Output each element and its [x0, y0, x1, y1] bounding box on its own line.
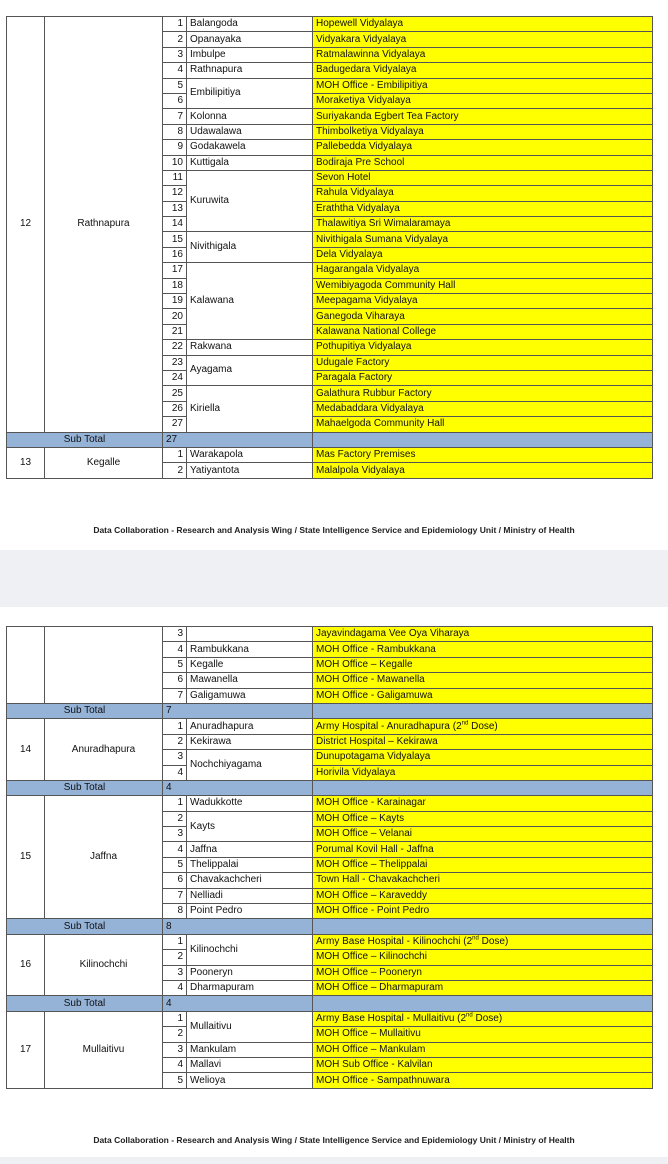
serial-number: 2 — [163, 950, 187, 965]
vaccination-venue — [313, 263, 653, 278]
vaccination-venue — [313, 140, 653, 155]
serial-number: 1 — [163, 1011, 187, 1026]
venue-text: Paragala Factory — [316, 372, 393, 384]
district-number: 16 — [7, 934, 45, 996]
venue-superscript: nd — [472, 935, 479, 942]
serial-number: 5 — [163, 78, 187, 93]
moh-area: Kekirawa — [187, 734, 313, 749]
vaccination-venue — [313, 63, 653, 78]
venue-text: Thalawitiya Sri Wimalaramaya — [316, 218, 451, 230]
venue-text: Ratmalawinna Vidyalaya — [316, 48, 426, 60]
table-row — [7, 627, 653, 642]
subtotal-row — [7, 703, 653, 718]
venue-text: Army Hospital - Anuradhapura (2 — [316, 720, 462, 732]
venue-text-suffix: Dose) — [472, 1012, 503, 1024]
subtotal-filler — [313, 703, 653, 718]
subtotal-label: Sub Total — [7, 780, 163, 795]
serial-number: 6 — [163, 873, 187, 888]
vaccination-venue — [313, 842, 653, 857]
venue-text: Army Base Hospital - Mullaitivu (2 — [316, 1012, 467, 1024]
venue-text: MOH Office - Sampathnuwara — [316, 1074, 450, 1086]
subtotal-row — [7, 780, 653, 795]
serial-number: 4 — [163, 642, 187, 657]
vaccination-venue — [313, 401, 653, 416]
subtotal-filler — [313, 432, 653, 447]
venue-text: Hopewell Vidyalaya — [316, 18, 404, 30]
venue-text: Mahaelgoda Community Hall — [316, 418, 445, 430]
venue-text: Badugedara Vidyalaya — [316, 64, 417, 76]
serial-number: 11 — [163, 170, 187, 185]
vaccination-venue — [313, 217, 653, 232]
vaccination-venue — [313, 278, 653, 293]
serial-number: 3 — [163, 827, 187, 842]
vaccination-venue — [313, 888, 653, 903]
vaccination-venue — [313, 642, 653, 657]
vaccination-venue — [313, 719, 653, 734]
table-row — [7, 934, 653, 949]
serial-number: 15 — [163, 232, 187, 247]
venue-text: Hagarangala Vidyalaya — [316, 264, 420, 276]
moh-area: Rambukkana — [187, 642, 313, 657]
serial-number: 10 — [163, 155, 187, 170]
moh-area: Anuradhapura — [187, 719, 313, 734]
moh-area: Kegalle — [187, 657, 313, 672]
serial-number: 3 — [163, 627, 187, 642]
table-row — [7, 719, 653, 734]
serial-number: 8 — [163, 124, 187, 139]
serial-number: 2 — [163, 1027, 187, 1042]
vaccination-venue — [313, 386, 653, 401]
venue-text: Ganegoda Viharaya — [316, 310, 405, 322]
venue-text: MOH Office – Thelippalai — [316, 859, 428, 871]
district-name: Mullaitivu — [45, 1011, 163, 1088]
vaccination-venue — [313, 1027, 653, 1042]
moh-area: Warakapola — [187, 447, 313, 462]
vaccination-venue — [313, 17, 653, 32]
vaccination-venue — [313, 811, 653, 826]
serial-number: 5 — [163, 1073, 187, 1088]
moh-area: Point Pedro — [187, 904, 313, 919]
serial-number: 7 — [163, 688, 187, 703]
vaccination-venue — [313, 109, 653, 124]
page-footer: Data Collaboration - Research and Analysis Wing / State Intelligence Service and Epidemiology Unit / Ministry of Health — [93, 1135, 575, 1145]
moh-area — [187, 627, 313, 642]
moh-area: Kuttigala — [187, 155, 313, 170]
vaccination-venue — [313, 965, 653, 980]
venue-text: MOH Office - Mawanella — [316, 674, 425, 686]
venue-text: Pallebedda Vidyalaya — [316, 141, 413, 153]
table-row — [7, 796, 653, 811]
vaccination-venue — [313, 447, 653, 462]
venue-text: Medabaddara Vidyalaya — [316, 402, 424, 414]
venue-text: MOH Office – Kegalle — [316, 658, 413, 670]
moh-area: Jaffna — [187, 842, 313, 857]
district-number: 13 — [7, 447, 45, 478]
vaccination-venue — [313, 750, 653, 765]
moh-area: Opanayaka — [187, 32, 313, 47]
serial-number: 3 — [163, 47, 187, 62]
subtotal-label: Sub Total — [7, 432, 163, 447]
vaccination-venue — [313, 673, 653, 688]
serial-number: 26 — [163, 401, 187, 416]
district-number: 12 — [7, 17, 45, 433]
subtotal-filler — [313, 996, 653, 1011]
serial-number: 2 — [163, 811, 187, 826]
moh-area: Balangoda — [187, 17, 313, 32]
subtotal-value: 8 — [163, 919, 313, 934]
serial-number: 1 — [163, 934, 187, 949]
moh-area: Nivithigala — [187, 232, 313, 263]
vaccination-venue — [313, 688, 653, 703]
serial-number: 13 — [163, 201, 187, 216]
serial-number: 4 — [163, 842, 187, 857]
moh-area: Yatiyantota — [187, 463, 313, 478]
venue-text: MOH Office – Velanai — [316, 828, 412, 840]
serial-number: 6 — [163, 673, 187, 688]
serial-number: 3 — [163, 965, 187, 980]
vaccination-venue — [313, 827, 653, 842]
moh-area: Kuruwita — [187, 170, 313, 232]
venue-text-suffix: Dose) — [468, 720, 498, 732]
venue-text: Army Base Hospital - Kilinochchi (2 — [316, 936, 473, 947]
venue-text-suffix: Dose) — [478, 936, 509, 947]
subtotal-value: 27 — [163, 432, 313, 447]
venue-text: Bodiraja Pre School — [316, 156, 405, 168]
vaccination-centre-table-1 — [6, 16, 653, 479]
moh-area: Kilinochchi — [187, 934, 313, 965]
subtotal-row — [7, 996, 653, 1011]
vaccination-venue — [313, 980, 653, 995]
subtotal-row — [7, 919, 653, 934]
vaccination-venue — [313, 1073, 653, 1088]
venue-text: Dela Vidyalaya — [316, 249, 383, 261]
vaccination-venue — [313, 873, 653, 888]
serial-number: 21 — [163, 324, 187, 339]
venue-text: MOH Office – Dharmapuram — [316, 982, 444, 994]
subtotal-filler — [313, 780, 653, 795]
vaccination-venue — [313, 340, 653, 355]
moh-area: Dharmapuram — [187, 980, 313, 995]
serial-number: 25 — [163, 386, 187, 401]
venue-text: Wemibiyagoda Community Hall — [316, 279, 456, 291]
serial-number: 17 — [163, 263, 187, 278]
venue-text: Sevon Hotel — [316, 172, 371, 184]
vaccination-centre-table-2 — [6, 626, 653, 1089]
vaccination-venue — [313, 170, 653, 185]
subtotal-row — [7, 432, 653, 447]
venue-superscript: nd — [466, 1012, 473, 1019]
vaccination-venue — [313, 186, 653, 201]
venue-superscript: nd — [461, 720, 469, 727]
serial-number: 5 — [163, 857, 187, 872]
venue-text: MOH Office – Pooneryn — [316, 966, 422, 978]
district-name: Kegalle — [45, 447, 163, 478]
moh-area: Wadukkotte — [187, 796, 313, 811]
moh-area: Kolonna — [187, 109, 313, 124]
district-name: Rathnapura — [45, 17, 163, 433]
vaccination-venue — [313, 294, 653, 309]
district-name: Kilinochchi — [45, 934, 163, 996]
serial-number: 23 — [163, 355, 187, 370]
venue-text: Dunupotagama Vidyalaya — [316, 751, 431, 763]
moh-area: Nelliadi — [187, 888, 313, 903]
serial-number: 1 — [163, 17, 187, 32]
serial-number: 6 — [163, 93, 187, 108]
moh-area: Rakwana — [187, 340, 313, 355]
venue-text: Pothupitiya Vidyalaya — [316, 341, 412, 353]
vaccination-venue — [313, 950, 653, 965]
serial-number: 8 — [163, 904, 187, 919]
vaccination-venue — [313, 124, 653, 139]
moh-area: Galigamuwa — [187, 688, 313, 703]
subtotal-label: Sub Total — [7, 919, 163, 934]
serial-number: 12 — [163, 186, 187, 201]
vaccination-venue — [313, 32, 653, 47]
district-number: 15 — [7, 796, 45, 919]
venue-text: Town Hall - Chavakachcheri — [316, 874, 440, 886]
vaccination-venue — [313, 155, 653, 170]
serial-number: 20 — [163, 309, 187, 324]
moh-area: Welioya — [187, 1073, 313, 1088]
table-row — [7, 1011, 653, 1026]
vaccination-venue — [313, 463, 653, 478]
district-name: Jaffna — [45, 796, 163, 919]
moh-area: Mullaitivu — [187, 1011, 313, 1042]
serial-number: 1 — [163, 719, 187, 734]
serial-number: 7 — [163, 888, 187, 903]
serial-number: 24 — [163, 370, 187, 385]
moh-area: Chavakachcheri — [187, 873, 313, 888]
vaccination-venue — [313, 417, 653, 432]
vaccination-venue — [313, 93, 653, 108]
vaccination-venue — [313, 355, 653, 370]
document-page-1 — [0, 0, 668, 550]
venue-text: MOH Office - Rambukkana — [316, 643, 436, 655]
vaccination-venue — [313, 47, 653, 62]
moh-area: Nochchiyagama — [187, 750, 313, 781]
vaccination-venue — [313, 627, 653, 642]
moh-area: Embilipitiya — [187, 78, 313, 109]
serial-number: 16 — [163, 247, 187, 262]
serial-number: 3 — [163, 750, 187, 765]
district-number: 17 — [7, 1011, 45, 1088]
venue-text: Vidyakara Vidyalaya — [316, 33, 407, 45]
venue-text: MOH Office – Mullaitivu — [316, 1028, 421, 1040]
venue-text: MOH Office – Kayts — [316, 812, 405, 824]
serial-number: 1 — [163, 447, 187, 462]
serial-number: 27 — [163, 417, 187, 432]
vaccination-venue — [313, 309, 653, 324]
venue-text: Meepagama Vidyalaya — [316, 295, 418, 307]
page-footer: Data Collaboration - Research and Analysis Wing / State Intelligence Service and Epidemiology Unit / Ministry of Health — [93, 525, 575, 535]
moh-area: Mankulam — [187, 1042, 313, 1057]
vaccination-venue — [313, 857, 653, 872]
document-page-2 — [0, 607, 668, 1157]
vaccination-venue — [313, 904, 653, 919]
moh-area: Mallavi — [187, 1057, 313, 1072]
venue-text: MOH Office - Embilipitiya — [316, 79, 428, 91]
vaccination-venue — [313, 765, 653, 780]
moh-area: Ayagama — [187, 355, 313, 386]
serial-number: 19 — [163, 294, 187, 309]
serial-number: 18 — [163, 278, 187, 293]
moh-area: Rathnapura — [187, 63, 313, 78]
vaccination-venue — [313, 934, 653, 949]
serial-number: 7 — [163, 109, 187, 124]
vaccination-venue — [313, 734, 653, 749]
serial-number: 2 — [163, 463, 187, 478]
subtotal-value: 7 — [163, 703, 313, 718]
venue-text: MOH Office - Point Pedro — [316, 905, 430, 917]
venue-text: Eraththa Vidyalaya — [316, 202, 400, 214]
moh-area: Mawanella — [187, 673, 313, 688]
vaccination-venue — [313, 657, 653, 672]
moh-area: Kayts — [187, 811, 313, 842]
vaccination-venue — [313, 324, 653, 339]
venue-text: Horivila Vidyalaya — [316, 766, 396, 778]
vaccination-venue — [313, 78, 653, 93]
subtotal-label: Sub Total — [7, 703, 163, 718]
moh-area: Udawalawa — [187, 124, 313, 139]
venue-text: MOH Office – Karaveddy — [316, 889, 427, 901]
serial-number: 4 — [163, 765, 187, 780]
serial-number: 14 — [163, 217, 187, 232]
subtotal-value: 4 — [163, 996, 313, 1011]
venue-text: Nivithigala Sumana Vidyalaya — [316, 233, 449, 245]
vaccination-venue — [313, 1011, 653, 1026]
subtotal-label: Sub Total — [7, 996, 163, 1011]
moh-area: Godakawela — [187, 140, 313, 155]
venue-text: Porumal Kovil Hall - Jaffna — [316, 843, 434, 855]
venue-text: MOH Office - Galigamuwa — [316, 689, 433, 701]
subtotal-value: 4 — [163, 780, 313, 795]
subtotal-filler — [313, 919, 653, 934]
table-row — [7, 447, 653, 462]
district-name — [45, 627, 163, 704]
vaccination-venue — [313, 232, 653, 247]
venue-text: MOH Sub Office - Kalvilan — [316, 1059, 433, 1071]
serial-number: 2 — [163, 734, 187, 749]
serial-number: 4 — [163, 63, 187, 78]
venue-text: Galathura Rubbur Factory — [316, 387, 432, 399]
district-number: 14 — [7, 719, 45, 781]
serial-number: 4 — [163, 980, 187, 995]
serial-number: 5 — [163, 657, 187, 672]
venue-text: Udugale Factory — [316, 356, 390, 368]
moh-area: Pooneryn — [187, 965, 313, 980]
moh-area: Kiriella — [187, 386, 313, 432]
venue-text: Thimbolketiya Vidyalaya — [316, 125, 424, 137]
venue-text: Suriyakanda Egbert Tea Factory — [316, 110, 459, 122]
venue-text: MOH Office - Karainagar — [316, 797, 426, 809]
venue-text: Malalpola Vidyalaya — [316, 464, 405, 476]
vaccination-venue — [313, 247, 653, 262]
vaccination-venue — [313, 796, 653, 811]
moh-area: Thelippalai — [187, 857, 313, 872]
venue-text: Jayavindagama Vee Oya Viharaya — [316, 628, 470, 640]
moh-area: Imbulpe — [187, 47, 313, 62]
vaccination-venue — [313, 1042, 653, 1057]
venue-text: MOH Office – Kilinochchi — [316, 951, 427, 963]
venue-text: Moraketiya Vidyalaya — [316, 95, 411, 107]
serial-number: 4 — [163, 1057, 187, 1072]
serial-number: 3 — [163, 1042, 187, 1057]
venue-text: Kalawana National College — [316, 326, 437, 337]
vaccination-venue — [313, 201, 653, 216]
serial-number: 2 — [163, 32, 187, 47]
venue-text: Mas Factory Premises — [316, 449, 416, 461]
venue-text: MOH Office – Mankulam — [316, 1043, 426, 1055]
serial-number: 9 — [163, 140, 187, 155]
venue-text: Rahula Vidyalaya — [316, 187, 394, 199]
district-number — [7, 627, 45, 704]
moh-area: Kalawana — [187, 263, 313, 340]
vaccination-venue — [313, 1057, 653, 1072]
serial-number: 1 — [163, 796, 187, 811]
serial-number: 22 — [163, 340, 187, 355]
vaccination-venue — [313, 370, 653, 385]
district-name: Anuradhapura — [45, 719, 163, 781]
table-row — [7, 17, 653, 32]
venue-text: District Hospital – Kekirawa — [316, 735, 438, 747]
